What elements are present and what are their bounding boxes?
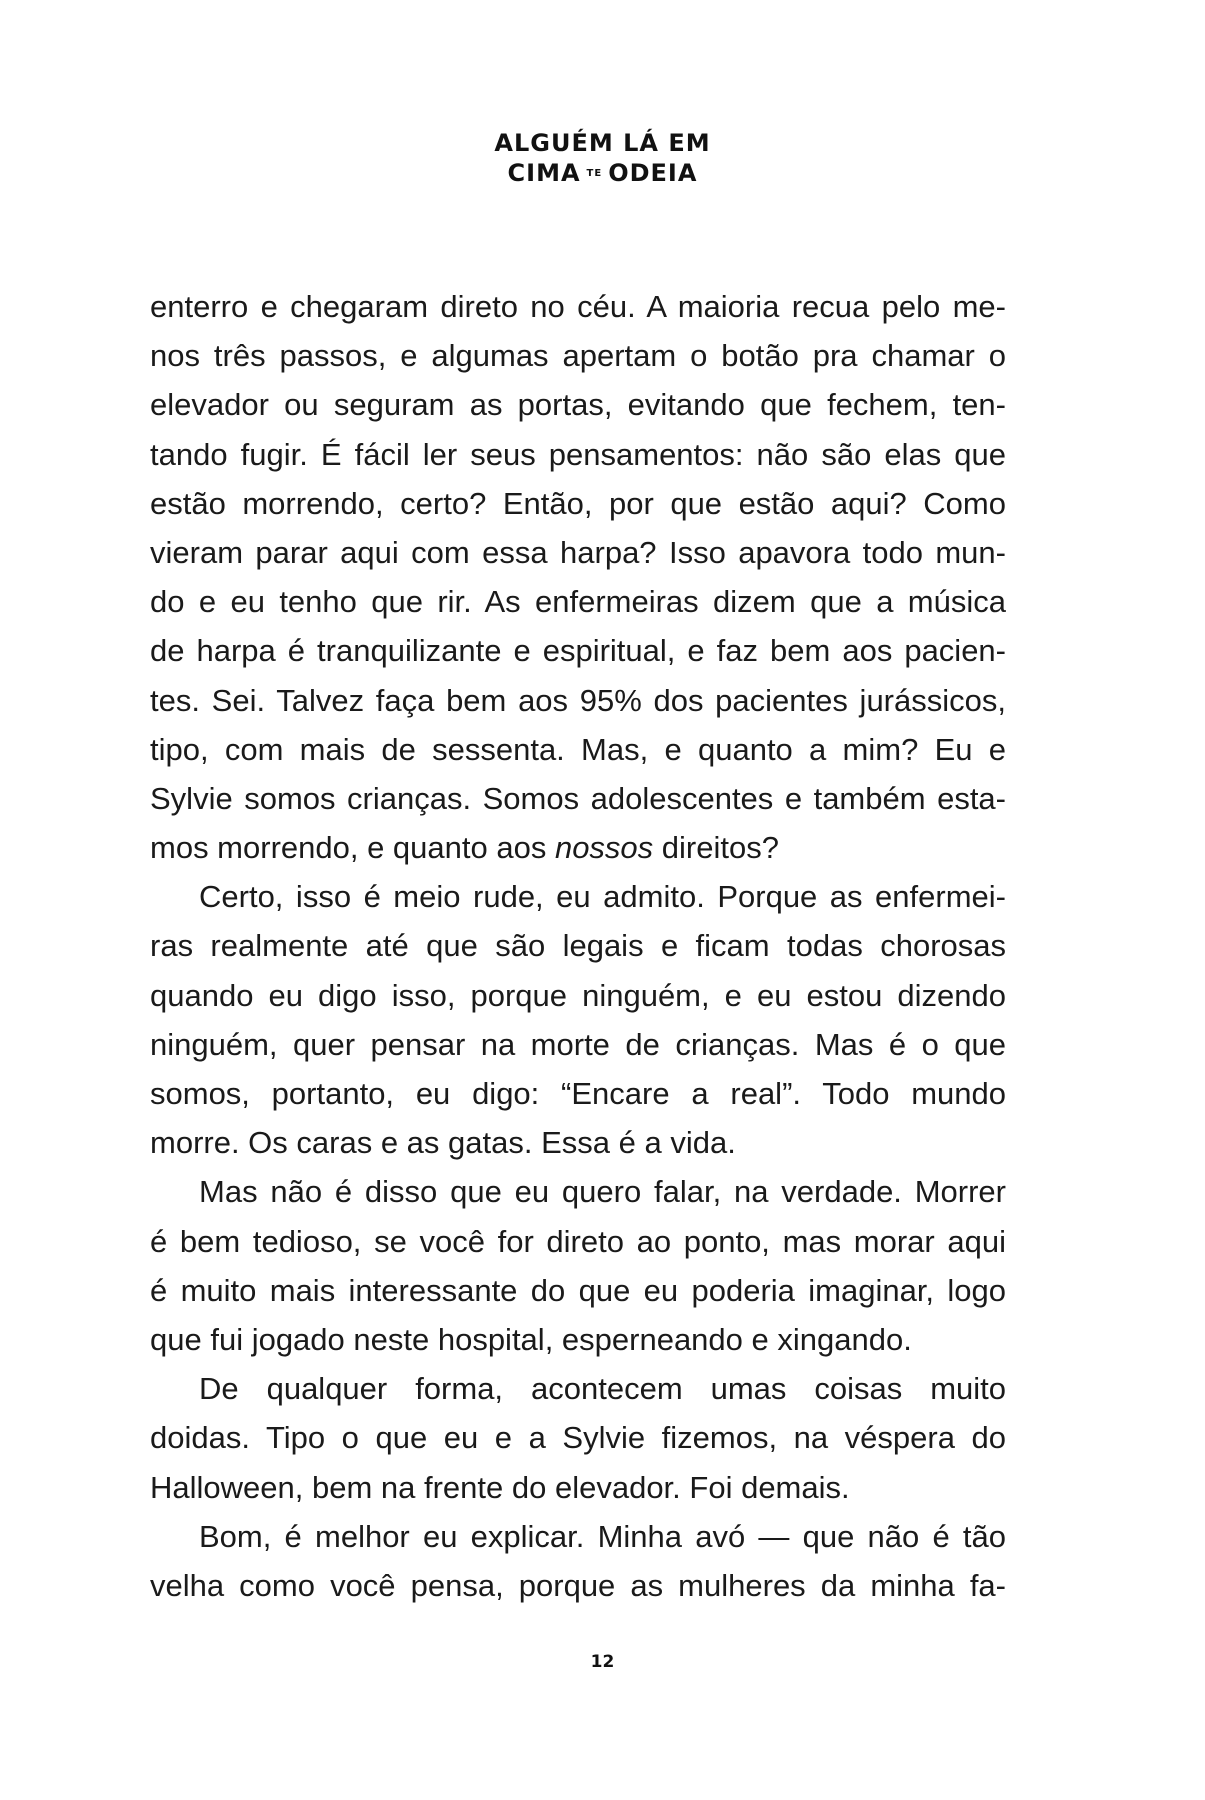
text-segment: direitos? xyxy=(653,830,779,866)
text-line xyxy=(150,823,1006,872)
text-line: morre. Os caras e as gatas. Essa é a vida. xyxy=(150,1125,736,1161)
text-line: estão morrendo, certo? Então, por que estão aqui? Como xyxy=(150,485,1006,521)
text-line: enterro e chegaram direto no céu. A maioria recua pelo me- xyxy=(150,289,1006,324)
book-title-line-1: ALGUÉM LÁ EM xyxy=(494,129,711,157)
text-line: ras realmente até que são legais e ficam todas chorosas xyxy=(150,928,1006,964)
text-line: Sylvie somos crianças. Somos adolescentes e também esta- xyxy=(150,780,1006,816)
book-title-word-te: TE xyxy=(586,168,603,179)
text-line: que fui jogado neste hospital, esperneando e xingando. xyxy=(150,1321,912,1357)
text-line: elevador ou seguram as portas, evitando que fechem, ten- xyxy=(150,387,1006,423)
text-line: nos três passos, e algumas apertam o botão pra chamar o xyxy=(150,338,1006,374)
text-line: tando fugir. É fácil ler seus pensamentos: não são elas que xyxy=(150,436,1006,472)
text-line: velha como você pensa, porque as mulheres da minha fa- xyxy=(150,1567,1006,1603)
page-number: 12 xyxy=(590,1652,615,1672)
text-line: Halloween, bem na frente do elevador. Foi demais. xyxy=(150,1469,850,1505)
book-title-word-cima: CIMA xyxy=(507,159,581,187)
text-segment: mos morrendo, e quanto aos xyxy=(150,830,555,866)
text-line: doidas. Tipo o que eu e a Sylvie fizemos, na véspera do xyxy=(150,1420,1006,1456)
text-line: do e eu tenho que rir. As enfermeiras dizem que a música xyxy=(150,584,1006,620)
text-line: tipo, com mais de sessenta. Mas, e quanto a mim? Eu e xyxy=(150,731,1006,767)
paragraph-start-line: De qualquer forma, acontecem umas coisas muito xyxy=(199,1371,1006,1407)
paragraph-start-line: Mas não é disso que eu quero falar, na verdade. Morrer xyxy=(199,1174,1006,1210)
paragraph-start-line: Bom, é melhor eu explicar. Minha avó — que não é tão xyxy=(199,1518,1006,1554)
book-title-word-odeia: ODEIA xyxy=(608,159,698,187)
text-line: somos, portanto, eu digo: “Encare a real”. Todo mundo xyxy=(150,1076,1006,1111)
text-line: vieram parar aqui com essa harpa? Isso apavora todo mun- xyxy=(150,534,1006,570)
text-line: quando eu digo isso, porque ninguém, e eu estou dizendo xyxy=(150,977,1006,1013)
running-header xyxy=(0,128,1205,189)
emphasis-text: nossos xyxy=(554,830,654,866)
paragraph-start-line: Certo, isso é meio rude, eu admito. Porque as enfermei- xyxy=(199,879,1006,915)
text-line: ninguém, quer pensar na morte de crianças. Mas é o que xyxy=(150,1026,1006,1062)
text-line: é muito mais interessante do que eu poderia imaginar, logo xyxy=(150,1272,1006,1308)
text-line: tes. Sei. Talvez faça bem aos 95% dos pacientes jurássicos, xyxy=(150,682,1006,718)
text-line: é bem tedioso, se você for direto ao ponto, mas morar aqui xyxy=(150,1223,1006,1259)
body-text xyxy=(150,282,1006,1610)
text-line: de harpa é tranquilizante e espiritual, e faz bem aos pacien- xyxy=(150,633,1006,669)
book-title-line-2 xyxy=(0,158,1205,189)
